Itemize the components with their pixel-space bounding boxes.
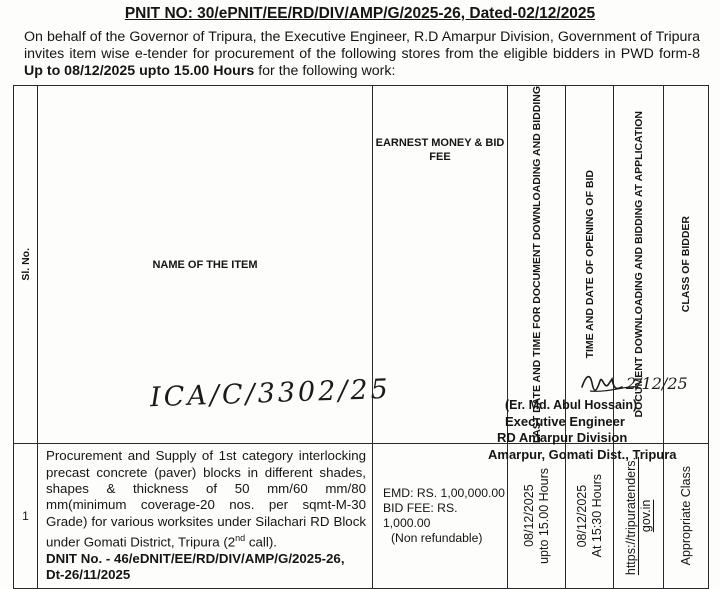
intro-deadline: Up to 08/12/2025 upto 15.00 Hours [24,63,255,79]
refund-note: (Non refundable) [391,531,483,545]
signatory-address: Amarpur, Gomati Dist., Tripura [488,446,677,462]
notice-title: PNIT NO: 30/ePNIT/EE/RD/DIV/AMP/G/2025-26, Dated-02/12/2025 [124,5,596,22]
items-table [13,85,709,589]
row-portal-link[interactable]: https://tripuratenders. gov.in [614,444,664,589]
signatory-division: RD Amarpur Division [497,430,628,445]
row-emd [373,444,508,589]
header-class: CLASS OF BIDDER [664,86,709,444]
header-download: DOCUMENT DOWNLOADING AND BIDDING AT APPLICATION [614,86,664,444]
header-emd: EARNEST MONEY & BID FEE [373,86,508,444]
header-sl: Sl. No. [14,86,38,444]
row-item-description: Procurement and Supply of 1st category interlocking precast concrete (paver) blocks in different shades, shapes & thickness of 50 mm/60 mm/80 mm(minimum coverage-20 nos. per sqmt-M-30 Grade) for various worksites under Silachari RD Block under Gomati District, Tripura (2nd call). DNIT No. - 46/eDNIT/EE/RD/DIV/AMP/G/2025-26, Dt-26/11/2025 [38,444,373,589]
signatory-designation: Executive Engineer [505,413,625,429]
handwritten-reference: ICA/C/3302/25 [149,373,392,414]
signatory-name: (Er. Md. Abul Hossain) [505,398,638,412]
signature-date: 2/12/25 [626,374,688,393]
emd-amount: EMD: RS. 1,00,000.00 [383,486,505,500]
row-last-date: 08/12/2025 upto 15.00 Hours [508,444,566,589]
bid-fee: BID FEE: RS. 1,000.00 [383,501,458,530]
header-item-name: NAME OF THE ITEM [38,86,373,444]
intro-text: On behalf of the Governor of Tripura, the Executive Engineer, R.D Amarpur Division, Government of Tripura invites item wise e-tender for procurement of the following stores from the eligible bidders in PWD form-8 [24,29,700,62]
intro-tail: for the following work: [254,63,396,79]
signatory-block [488,397,708,463]
row-sl: 1 [14,444,38,589]
row-class: Appropriate Class [664,444,709,589]
header-opening: TIME AND DATE OF OPENING OF BID [566,86,614,444]
header-last-date: LAST DATE AND TIME FOR DOCUMENT DOWNLOADING AND BIDDING [508,86,566,444]
table-row [14,444,709,589]
row-opening: 08/12/2025 At 15:30 Hours [566,444,614,589]
notice-intro [24,29,700,80]
row-dnit: DNIT No. - 46/eDNIT/EE/RD/DIV/AMP/G/2025-26, Dt-26/11/2025 [46,551,345,583]
